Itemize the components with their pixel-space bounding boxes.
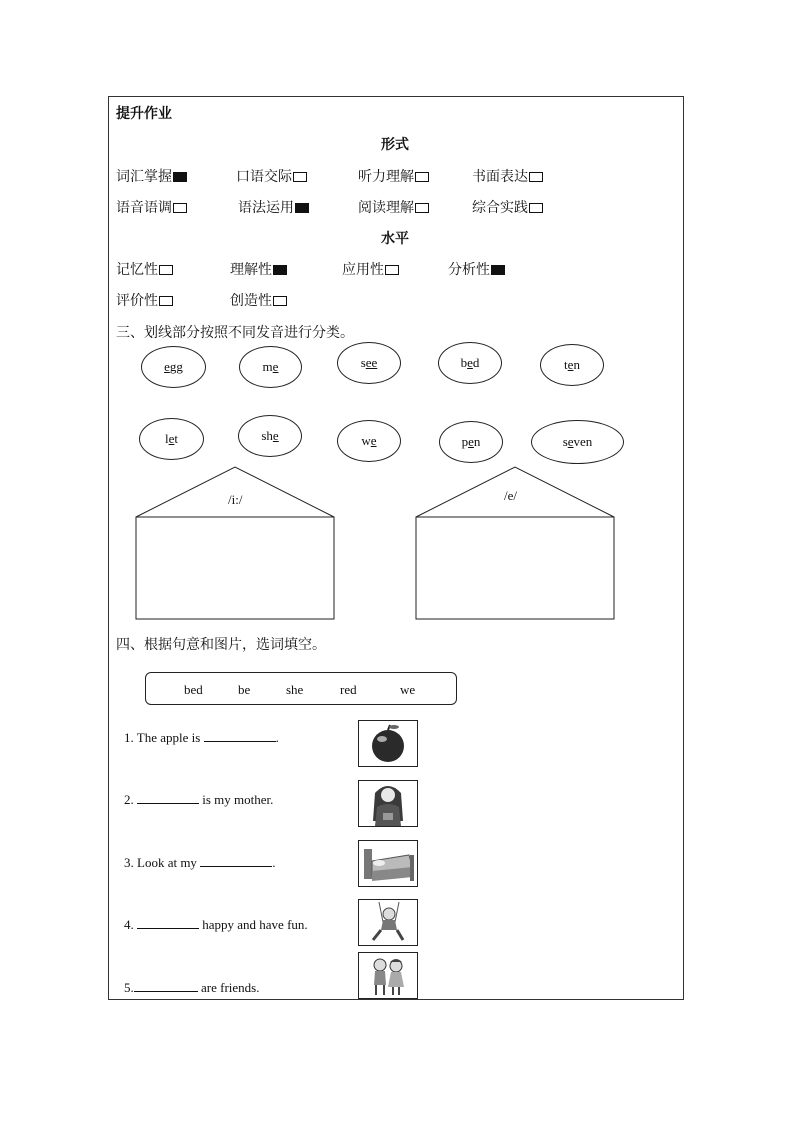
word-ellipse: b e d [438, 342, 502, 384]
section4-instruction: 四、根据句意和图片，选词填空。 [116, 637, 326, 653]
checkbox-checked[interactable] [491, 265, 505, 275]
form-item: 综合实践 [472, 197, 543, 217]
level-item: 分析性 [448, 259, 505, 279]
apple-icon [359, 721, 417, 766]
sentence-3: 3. Look at my . [124, 855, 276, 870]
checkbox[interactable] [159, 265, 173, 275]
checkbox[interactable] [415, 172, 429, 182]
form-item: 语音语调 [116, 197, 187, 217]
form-item: 语法运用 [238, 197, 309, 217]
checkbox[interactable] [385, 265, 399, 275]
word-bank-item: be [238, 682, 251, 697]
checkbox[interactable] [529, 172, 543, 182]
house-long-e [130, 462, 340, 624]
section3-instruction: 三、划线部分按照不同发音进行分类。 [116, 325, 354, 341]
word-bank-item: red [340, 682, 357, 697]
form-item: 阅读理解 [358, 197, 429, 217]
form-heading: 形式 [381, 137, 409, 153]
level-item: 评价性 [116, 290, 173, 310]
sentence-1: 1. The apple is . [124, 730, 279, 745]
word-ellipse: l e t [139, 418, 204, 460]
word-ellipse: sh e [238, 415, 302, 457]
worksheet-title: 提升作业 [116, 106, 172, 122]
form-item: 书面表达 [472, 166, 543, 186]
word-ellipse: w e [337, 420, 401, 462]
word-ellipse: p e n [439, 421, 503, 463]
level-item: 创造性 [230, 290, 287, 310]
mother-picture [358, 780, 418, 827]
checkbox-checked[interactable] [173, 172, 187, 182]
house-short-e [410, 462, 620, 624]
word-ellipse: s e ven [531, 420, 624, 464]
apple-picture [358, 720, 418, 767]
level-item: 应用性 [342, 259, 399, 279]
sentence-4: 4. happy and have fun. [124, 917, 308, 932]
word-bank-item: we [400, 682, 416, 697]
checkbox[interactable] [529, 203, 543, 213]
checkbox[interactable] [415, 203, 429, 213]
two-kids-icon [359, 953, 417, 998]
word-bank-item: bed [184, 682, 203, 697]
swing-boy-picture [358, 899, 418, 946]
answer-blank[interactable] [204, 730, 276, 742]
level-item: 理解性 [230, 259, 287, 279]
word-ellipse: m e [239, 346, 302, 388]
checkbox[interactable] [293, 172, 307, 182]
level-heading: 水平 [381, 231, 409, 247]
friends-picture [358, 952, 418, 999]
answer-blank[interactable] [137, 917, 199, 929]
sentence-5: 5. are friends. [124, 980, 260, 995]
bed-picture [358, 840, 418, 887]
sentence-2: 2. is my mother. [124, 792, 274, 807]
form-item: 听力理解 [358, 166, 429, 186]
checkbox-checked[interactable] [295, 203, 309, 213]
answer-blank[interactable] [200, 855, 272, 867]
word-bank-item: she [286, 682, 304, 697]
word-ellipse: s ee [337, 342, 401, 384]
word-ellipse: t e n [540, 344, 604, 386]
checkbox-checked[interactable] [273, 265, 287, 275]
boy-on-swing-icon [359, 900, 417, 945]
bed-icon [359, 841, 417, 886]
word-ellipse: e gg [141, 346, 206, 388]
answer-blank[interactable] [137, 792, 199, 804]
answer-blank[interactable] [134, 980, 198, 992]
word-bank [145, 672, 457, 705]
level-item: 记忆性 [116, 259, 173, 279]
checkbox[interactable] [173, 203, 187, 213]
form-item: 词汇掌握 [116, 166, 187, 186]
checkbox[interactable] [159, 296, 173, 306]
house-label: /i:/ [228, 492, 243, 507]
checkbox[interactable] [273, 296, 287, 306]
form-item: 口语交际 [236, 166, 307, 186]
woman-icon [359, 781, 417, 826]
house-label: /e/ [504, 488, 517, 503]
